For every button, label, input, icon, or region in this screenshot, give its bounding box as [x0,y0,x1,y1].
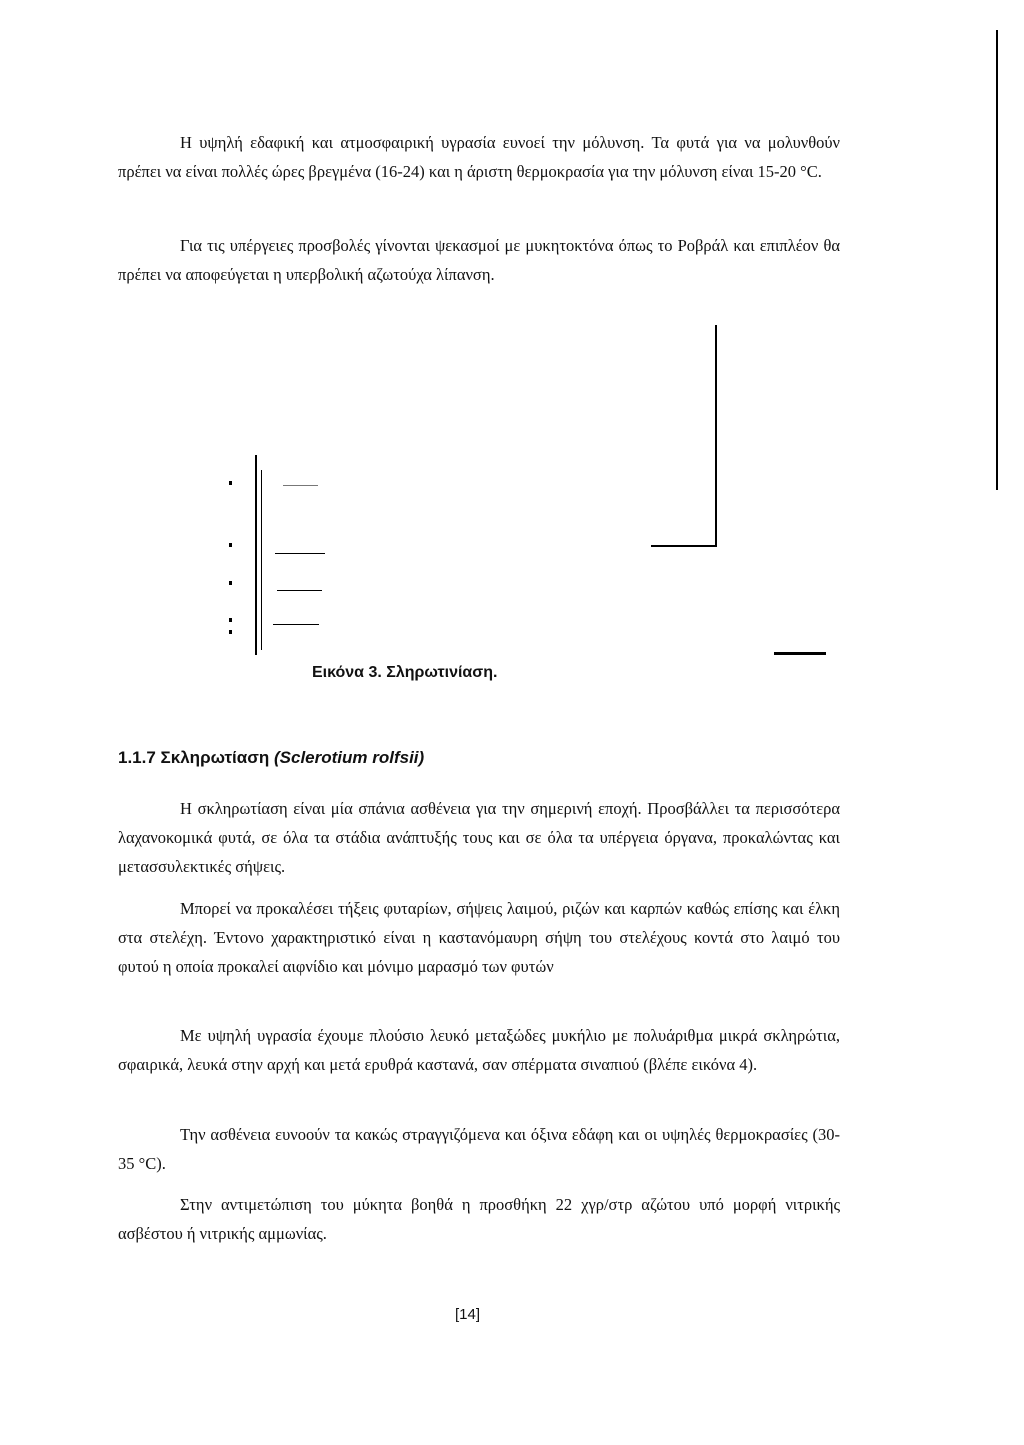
figure-edge-left-inner [261,470,262,650]
paragraph-mycelium: Με υψηλή υγρασία έχουμε πλούσιο λευκό μεταξώδες μυκήλιο με πολυάριθμα μικρά σκληρώτια, σφαιρικά, λευκά στην αρχή και μετά ερυθρά καστανά, σαν σπέρματα σιναπιού (βλέπε εικόνα 4). [118,1026,840,1074]
paragraph-infection-conditions: Η υψηλή εδαφική και ατμοσφαιρική υγρασία ευνοεί την μόλυνση. Τα φυτά για να μολυνθούν πρέπει να είναι πολλές ώρες βρεγμένα (16-24) και η άριστη θερμοκρασία για την μόλυνση είναι 15-20 °C. [118,133,840,181]
paragraph-aerial-infection-control: Για τις υπέργειες προσβολές γίνονται ψεκασμοί με μυκητοκτόνα όπως το Ροβράλ και επιπλέον θα πρέπει να αποφεύγεται η υπερβολική αζωτούχα λίπανση. [118,236,840,284]
figure-dot [229,481,232,485]
paragraph-symptoms: Μπορεί να προκαλέσει τήξεις φυταρίων, σήψεις λαιμού, ριζών και καρπών καθώς επίσης και έλκη στα στελέχη. Έντονο χαρακτηριστικό είναι η καστανόμαυρη σήψη του στελέχους κοντά στο λαιμό του φυτού η οποία προκαλεί αιφνίδιο και μόνιμο μαρασμό των φυτών [118,899,840,976]
section-heading [118,748,424,768]
page-number: [14] [455,1306,481,1323]
figure-line [277,590,322,591]
section-title: Σκληρωτίαση [160,748,270,767]
section-scientific-name: (Sclerotium rolfsii) [273,748,425,767]
page-edge-right [996,30,998,490]
figure-line [774,652,826,655]
figure-dot [229,581,232,585]
figure-edge-left [255,455,257,655]
figure-dot [229,543,232,547]
figure-edge-bottom [651,545,717,547]
figure-edge-right [715,325,717,547]
figure-dot [229,618,232,622]
figure-line [283,485,318,486]
figure-line [273,624,319,625]
paragraph-treatment: Στην αντιμετώπιση του μύκητα βοηθά η προσθήκη 22 χγρ/στρ αζώτου υπό μορφή νιτρικής ασβέστου ή νιτρικής αμμωνίας. [118,1195,840,1243]
figure-line [275,553,325,554]
section-number: 1.1.7 [118,748,156,767]
paragraph-favorable-conditions: Την ασθένεια ευνοούν τα κακώς στραγγιζόμενα και όξινα εδάφη και οι υψηλές θερμοκρασίες (30-35 °C). [118,1125,840,1173]
paragraph-disease-intro: Η σκληρωτίαση είναι μία σπάνια ασθένεια για την σημερινή εποχή. Προσβάλλει τα περισσότερα λαχανοκομικά φυτά, σε όλα τα στάδια ανάπτυξής τους και σε όλα τα υπέργεια όργανα, προκαλώντας και μετασσυλεκτικές σήψεις. [118,799,840,876]
figure-dot [229,630,232,634]
figure-caption: Εικόνα 3. Σληρωτινίαση. [312,664,498,681]
